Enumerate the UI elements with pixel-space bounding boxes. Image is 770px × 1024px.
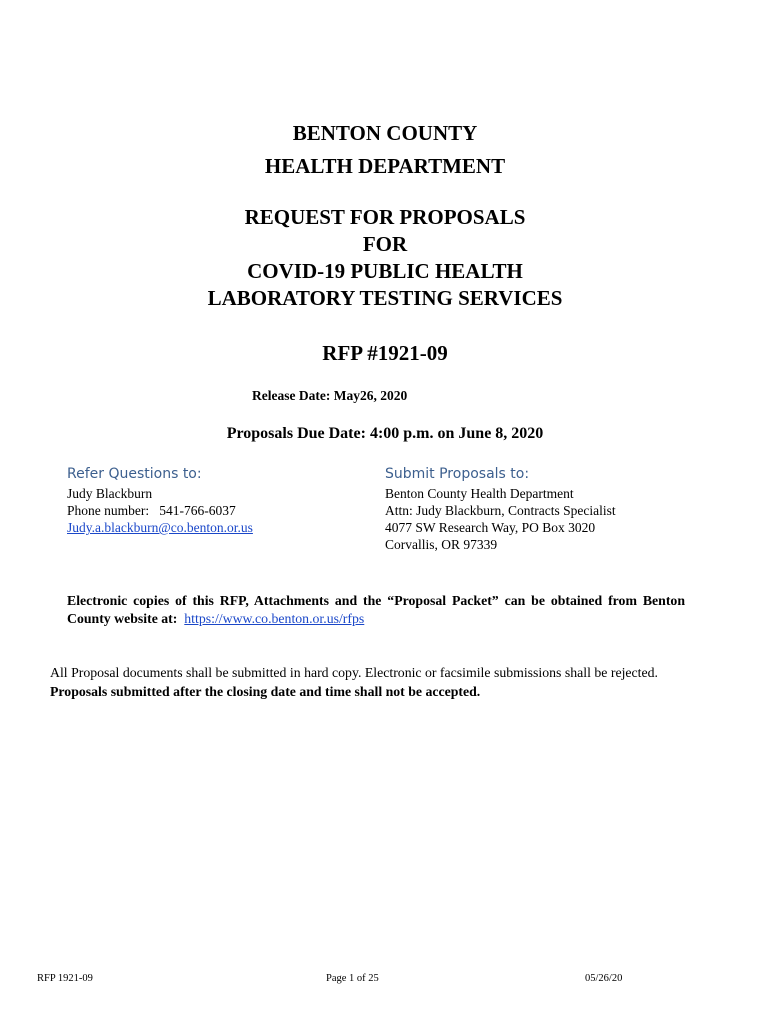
org-line-1: BENTON COUNTY: [292, 121, 478, 145]
submit-address-line-3: 4077 SW Research Way, PO Box 3020: [385, 520, 596, 535]
org-line-2: HEALTH DEPARTMENT: [264, 154, 506, 178]
footer-date: 05/26/20: [585, 973, 623, 984]
electronic-copies-text: Electronic copies of this RFP, Attachments and the “Proposal Packet” can be obtained from Benton County website at:: [67, 593, 685, 626]
submission-deadline-warning: Proposals submitted after the closing date and time shall not be accepted.: [50, 684, 481, 699]
contact-phone-row: [67, 502, 253, 519]
footer-page-number: Page 1 of 25: [326, 973, 379, 984]
submit-address-line-1: Benton County Health Department: [385, 486, 574, 501]
title-line-1: REQUEST FOR PROPOSALS: [244, 205, 526, 229]
submit-address-line-4: Corvallis, OR 97339: [385, 537, 498, 552]
title-line-3: COVID-19 PUBLIC HEALTH: [247, 259, 523, 283]
submit-address-line-2: Attn: Judy Blackburn, Contracts Specialist: [385, 503, 616, 518]
due-date: Proposals Due Date: 4:00 p.m. on June 8, 2020: [226, 425, 544, 442]
organization-heading: [0, 117, 770, 183]
title-line-2: FOR: [362, 232, 408, 256]
release-date: Release Date: May26, 2020: [252, 388, 408, 403]
submit-proposals-heading: Submit Proposals to:: [385, 466, 530, 482]
refer-questions-heading: Refer Questions to:: [67, 466, 202, 482]
phone-label: Phone number:: [67, 503, 150, 518]
electronic-copies-note: [67, 592, 685, 628]
submission-text: All Proposal documents shall be submitted in hard copy. Electronic or facsimile submissions shall be rejected.: [50, 665, 658, 680]
contact-name: Judy Blackburn: [67, 486, 153, 501]
submit-proposals-block: [385, 464, 616, 553]
footer-rfp-id: RFP 1921-09: [37, 973, 93, 984]
rfp-number: RFP #1921-09: [322, 341, 448, 365]
document-title: [0, 204, 770, 312]
contact-email-link[interactable]: Judy.a.blackburn@co.benton.or.us: [67, 520, 253, 535]
phone-number: 541-766-6037: [159, 503, 236, 518]
rfps-website-link[interactable]: https://www.co.benton.or.us/rfps: [184, 611, 365, 626]
refer-questions-block: [67, 464, 253, 536]
title-line-4: LABORATORY TESTING SERVICES: [207, 286, 563, 310]
submission-requirements-note: [50, 663, 690, 701]
